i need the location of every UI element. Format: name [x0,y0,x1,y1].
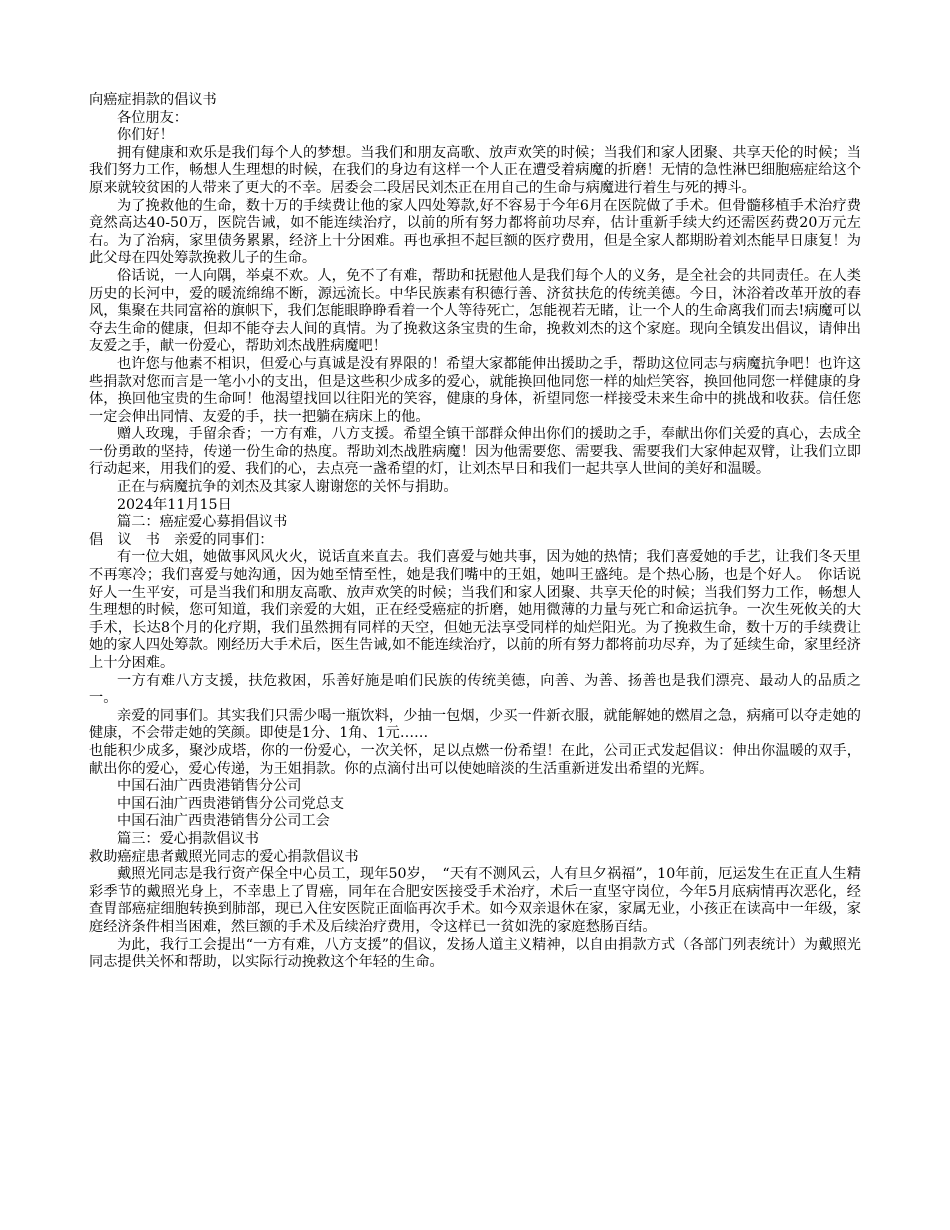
paragraph: 亲爱的同事们。其实我们只需少喝一瓶饮料，少抽一包烟，少买一件新衣服，就能解她的燃眉之急，病痛可以夺走她的健康，不会带走她的笑颜。即使是1分、1角、1元…… [89,707,861,742]
section-heading: 篇二：癌症爱心募捐倡议书 [117,514,288,531]
section-title: 救助癌症患者戴照光同志的爱心捐款倡议书 [89,848,359,865]
paragraph: 有一位大姐，她做事风风火火，说话直来直去。我们喜爱与她共事，因为她的热情；我们喜爱她的手艺，让我们冬天里不再寒冷；我们喜爱与她沟通，因为她至情至性，她是我们嘴中的王姐，她叫王盛纯。是个热心肠，也是个好人。 你话说好人一生平安，可是当我们和朋友高歌、放声欢笑的时候；当我们和家人团聚、共享天伦的时候；当我们努力工作，畅想人生理想的时候，您可知道，我们亲爱的大姐，正在经受癌症的折磨，她用微薄的力量与死亡和命运抗争。一次生死攸关的大手术，长达8个月的化疗期，我们虽然拥有同样的天空，但她无法享受同样的灿烂阳光。为了挽救生命，数十万的手续费让她的家人四处筹款。刚经历大手术后，医生告诫,如不能连续治疗，以前的所有努力都将前功尽弃，为了延续生命，家里经济上十分困难。 [89,549,861,671]
organization-name: 中国石油广西贵港销售分公司 [117,778,302,795]
greeting: 你们好！ [117,127,174,144]
paragraph: 拥有健康和欢乐是我们每个人的梦想。当我们和朋友高歌、放声欢笑的时候；当我们和家人团聚、共享天伦的时候；当我们努力工作，畅想人生理想的时候，在我们的身边有这样一个人正在遭受着病魔的折磨！无情的急性淋巴细胞癌症给这个原来就较贫困的人带来了更大的不幸。居委会二段居民刘杰正在用自己的生命与病魔进行着生与死的搏斗。 [89,144,861,196]
paragraph: 俗话说，一人向隅，举桌不欢。人，免不了有难，帮助和抚慰他人是我们每个人的义务，是全社会的共同责任。在人类历史的长河中，爱的暖流绵绵不断，源远流长。中华民族素有积德行善、济贫扶危的传统美德。今日，沐浴着改革开放的春风，集聚在共同富裕的旗帜下，我们怎能眼睁睁看着一个人等待死亡，怎能视若无睹，让一个人的生命离我们而去!病魔可以夺去生命的健康，但却不能夺去人间的真情。为了挽救这条宝贵的生命，挽救刘杰的这个家庭。现向全镇发出倡议，请伸出友爱之手，献一份爱心，帮助刘杰战胜病魔吧！ [89,267,861,355]
organization-name: 中国石油广西贵港销售分公司党总支 [117,795,345,812]
paragraph-continuation: 也能积少成多，聚沙成塔，你的一份爱心，一次关怀，足以点燃一份希望！在此，公司正式发起倡议：伸出你温暖的双手，献出你的爱心，爱心传递，为王姐捐款。你的点滴付出可以使她暗淡的生活重新迸发出希望的光辉。 [89,742,861,777]
document-body [89,92,861,972]
paragraph: 为此，我行工会提出“一方有难，八方支援”的倡议，发扬人道主义精神，以自由捐款方式（各部门列表统计）为戴照光同志提供关怀和帮助，以实际行动挽救这个年轻的生命。 [89,936,861,971]
paragraph: 一方有难八方支援，扶危救困，乐善好施是咱们民族的传统美德，向善、为善、扬善也是我们漂亮、最动人的品质之一。 [89,672,861,707]
paragraph: 正在与病魔抗争的刘杰及其家人谢谢您的关怀与捐助。 [117,479,458,496]
section-title-line: 倡 议 书 亲爱的同事们： [89,531,274,548]
date: 2024年11月15日 [117,496,232,513]
paragraph: 也许您与他素不相识，但爱心与真诚是没有界限的！希望大家都能伸出援助之手，帮助这位同志与病魔抗争吧！也许这些捐款对您而言是一笔小小的支出，但是这些积少成多的爱心，就能换回他同您一样的灿烂笑容，换回他同您一样健康的身体，换回他宝贵的生命呵！他渴望找回以往阳光的笑容，健康的身体，祈望同您一样接受未来生命中的挑战和收获。信任您一定会伸出同情、友爱的手，扶一把躺在病床上的他。 [89,355,861,425]
organization-name: 中国石油广西贵港销售分公司工会 [117,813,330,830]
paragraph: 为了挽救他的生命，数十万的手续费让他的家人四处筹款,好不容易于今年6月在医院做了手术。但骨髓移植手术治疗费竟然高达40-50万，医院告诫，如不能连续治疗，以前的所有努力都将前功尽弃，估计重新手续大约还需医药费20万元左右。为了治病，家里债务累累，经济上十分困难。再也承担不起巨额的医疗费用，但是全家人都期盼着刘杰能早日康复！为此父母在四处筹款挽救儿子的生命。 [89,197,861,267]
document-title: 向癌症捐款的倡议书 [89,92,217,108]
salutation: 各位朋友： [117,109,188,126]
paragraph: 赠人玫瑰，手留余香；一方有难，八方支援。希望全镇干部群众伸出你们的援助之手，奉献出你们关爱的真心，去成全一份勇敢的坚持，传递一份生命的热度。帮助刘杰战胜病魔！因为他需要您、需要我、需要我们大家伸起双臂，让我们立即行动起来，用我们的爱、我们的心，去点亮一盏希望的灯，让刘杰早日和我们一起共享人世间的美好和温暖。 [89,426,861,478]
paragraph: 戴照光同志是我行资产保全中心员工，现年50岁， “天有不测风云，人有旦夕祸福”，10年前，厄运发生在正直人生精彩季节的戴照光身上，不幸患上了胃癌，同年在合肥安医接受手术治疗，术后一直坚守岗位，今年5月底病情再次恶化，经查胃部癌症细胞转换到肺部，现已入住安医院正面临再次手术。如今双亲退休在家，家属无业，小孩正在读高中一年级，家庭经济条件相当困难，然巨额的手术及后续治疗费用，令这样已一贫如洗的家庭愁肠百结。 [89,866,861,935]
section-heading: 篇三：爱心捐款倡议书 [117,830,259,847]
